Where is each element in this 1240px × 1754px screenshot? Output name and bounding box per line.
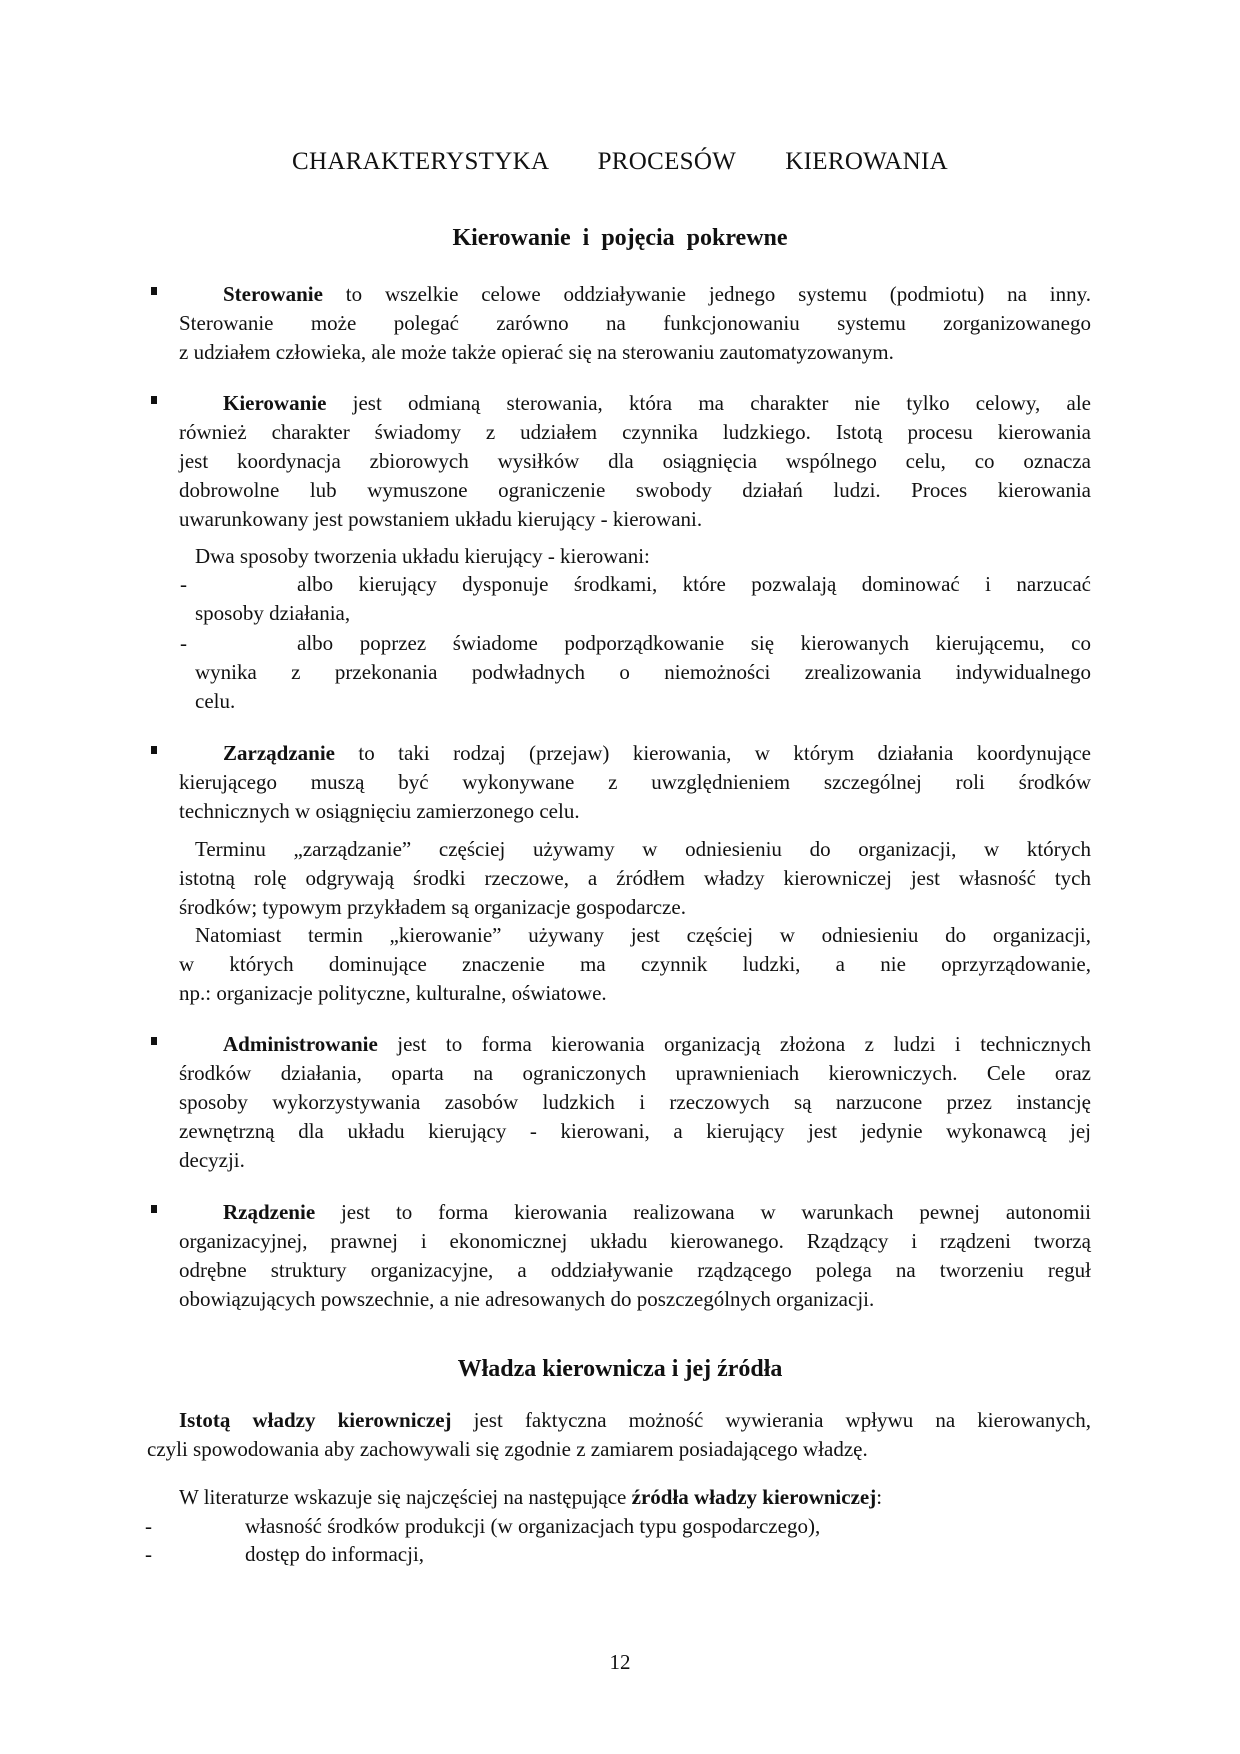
text-line [147, 1483, 1091, 1512]
paragraph-administrowanie [179, 1030, 1091, 1175]
text-line: sposoby wykorzystywania zasobów ludzkich i rzeczowych są narzucone przez instancję [179, 1090, 1091, 1114]
text-segment: jest odmianą sterowania, która ma charakter nie tylko celowy, ale [326, 391, 1091, 415]
text-segment: jest to forma kierowania realizowana w warunkach pewnej autonomii [315, 1200, 1091, 1224]
bold-term: źródła władzy kierowniczej [631, 1485, 877, 1509]
text-line: albo kierujący dysponuje środkami, które pozwalają dominować i narzucać [297, 572, 1091, 596]
dash-marker: - [145, 1514, 152, 1538]
text-line: decyzji. [179, 1148, 245, 1172]
list-item-zrodlo-2 [245, 1540, 1091, 1569]
text-line: organizacyjnej, prawnej i ekonomicznej układu kierowanego. Rządzący i rządzeni tworzą [179, 1229, 1091, 1253]
text-line [179, 1198, 1091, 1227]
section-heading-wladza: Władza kierownicza i jej źródła [457, 1356, 783, 1382]
text-line: środków; typowym przykładem są organizacje gospodarcze. [179, 895, 686, 919]
text-line: uwarunkowany jest powstaniem układu kierujący - kierowani. [179, 507, 703, 531]
text-line: celu. [195, 689, 236, 713]
paragraph-natomiast [179, 921, 1091, 1008]
paragraph-rzadzenie [179, 1198, 1091, 1314]
list-item-sposob-2 [195, 629, 1091, 716]
page-number: 12 [609, 1650, 631, 1674]
text-line: kierującego muszą być wykonywane z uwzględnieniem szczególnej roli środków [179, 770, 1091, 794]
text-line: również charakter świadomy z udziałem czynnika ludzkiego. Istotą procesu kierowania [179, 420, 1091, 444]
text-segment: to wszelkie celowe oddziaływanie jednego systemu (podmiotu) na inny. [322, 282, 1091, 306]
text-line: jest koordynacja zbiorowych wysiłków dla osiągnięcia wspólnego celu, co oznacza [179, 449, 1091, 473]
text-line: Natomiast termin „kierowanie” używany jest częściej w odniesieniu do organizacji, [195, 923, 1091, 947]
text-line: dobrowolne lub wymuszone ograniczenie swobody działań ludzi. Proces kierowania [179, 478, 1091, 502]
text-line: obowiązujących powszechnie, a nie adresowanych do poszczególnych organizacji. [179, 1287, 875, 1311]
bold-term: Rządzenie [223, 1200, 316, 1224]
bold-term: Sterowanie [223, 282, 323, 306]
bold-term: Kierowanie [223, 391, 327, 415]
text-line: sposoby działania, [195, 601, 351, 625]
text-line: Terminu „zarządzanie” częściej używamy w odniesieniu do organizacji, w których [195, 837, 1091, 861]
paragraph-zarzadzanie [179, 739, 1091, 826]
text-line [179, 1030, 1091, 1059]
text-line: wynika z przekonania podwładnych o niemożności zrealizowania indywidualnego [195, 660, 1091, 684]
text-line: dostęp do informacji, [245, 1542, 425, 1566]
text-line: zewnętrzną dla układu kierujący - kierowani, a kierujący jest jedynie wykonawcą jej [179, 1119, 1091, 1143]
text-line: Dwa sposoby tworzenia układu kierujący - kierowani: [195, 544, 650, 568]
dash-marker: - [180, 572, 187, 596]
text-segment: : [876, 1485, 883, 1509]
text-line: własność środków produkcji (w organizacjach typu gospodarczego), [245, 1514, 821, 1538]
dash-marker: - [180, 631, 187, 655]
text-line [179, 389, 1091, 418]
text-line: środków działania, oparta na ograniczonych uprawnieniach kierowniczych. Cele oraz [179, 1061, 1091, 1085]
section-heading-kierowanie: Kierowanie i pojęcia pokrewne [452, 225, 788, 251]
paragraph-dwa-sposoby [195, 542, 1091, 571]
text-segment: W literaturze wskazuje się najczęściej na następujące [179, 1485, 632, 1509]
paragraph-sterowanie [179, 280, 1091, 367]
paragraph-terminu [179, 835, 1091, 922]
text-line: np.: organizacje polityczne, kulturalne, oświatowe. [179, 981, 607, 1005]
text-line [147, 1406, 1091, 1435]
bold-term: Istotą władzy kierowniczej [179, 1408, 452, 1432]
bullet-icon [151, 396, 157, 404]
document-title: CHARAKTERYSTYKA PROCESÓW KIEROWANIA [292, 148, 948, 175]
bullet-icon [151, 287, 157, 295]
dash-marker: - [145, 1542, 152, 1566]
list-item-sposob-1 [195, 570, 1091, 628]
text-line [179, 280, 1091, 309]
text-line: odrębne struktury organizacyjne, a oddziaływanie rządzącego polega na tworzeniu reguł [179, 1258, 1091, 1282]
paragraph-istota [147, 1406, 1091, 1464]
text-segment: to taki rodzaj (przejaw) kierowania, w którym działania koordynujące [334, 741, 1091, 765]
text-line: czyli spowodowania aby zachowywali się zgodnie z zamiarem posiadającego władzę. [147, 1437, 868, 1461]
text-line: technicznych w osiągnięciu zamierzonego celu. [179, 799, 580, 823]
text-line: w których dominujące znaczenie ma czynnik ludzki, a nie oprzyrządowanie, [179, 952, 1091, 976]
text-line: istotną rolę odgrywają środki rzeczowe, a źródłem władzy kierowniczej jest własność tych [179, 866, 1091, 890]
list-item-zrodlo-1 [245, 1512, 1091, 1541]
text-line [179, 739, 1091, 768]
bullet-icon [151, 1037, 157, 1045]
text-line: z udziałem człowieka, ale może także opierać się na sterowaniu zautomatyzowanym. [179, 340, 894, 364]
bold-term: Administrowanie [223, 1032, 378, 1056]
text-segment: jest to forma kierowania organizacją złożona z ludzi i technicznych [377, 1032, 1091, 1056]
text-segment: jest faktyczna możność wywierania wpływu na kierowanych, [451, 1408, 1091, 1432]
paragraph-kierowanie [179, 389, 1091, 534]
bullet-icon [151, 746, 157, 754]
bullet-icon [151, 1205, 157, 1213]
bold-term: Zarządzanie [223, 741, 335, 765]
text-line: Sterowanie może polegać zarówno na funkcjonowaniu systemu zorganizowanego [179, 311, 1091, 335]
text-line: albo poprzez świadome podporządkowanie się kierowanych kierującemu, co [297, 631, 1091, 655]
paragraph-literatura [147, 1483, 1091, 1512]
